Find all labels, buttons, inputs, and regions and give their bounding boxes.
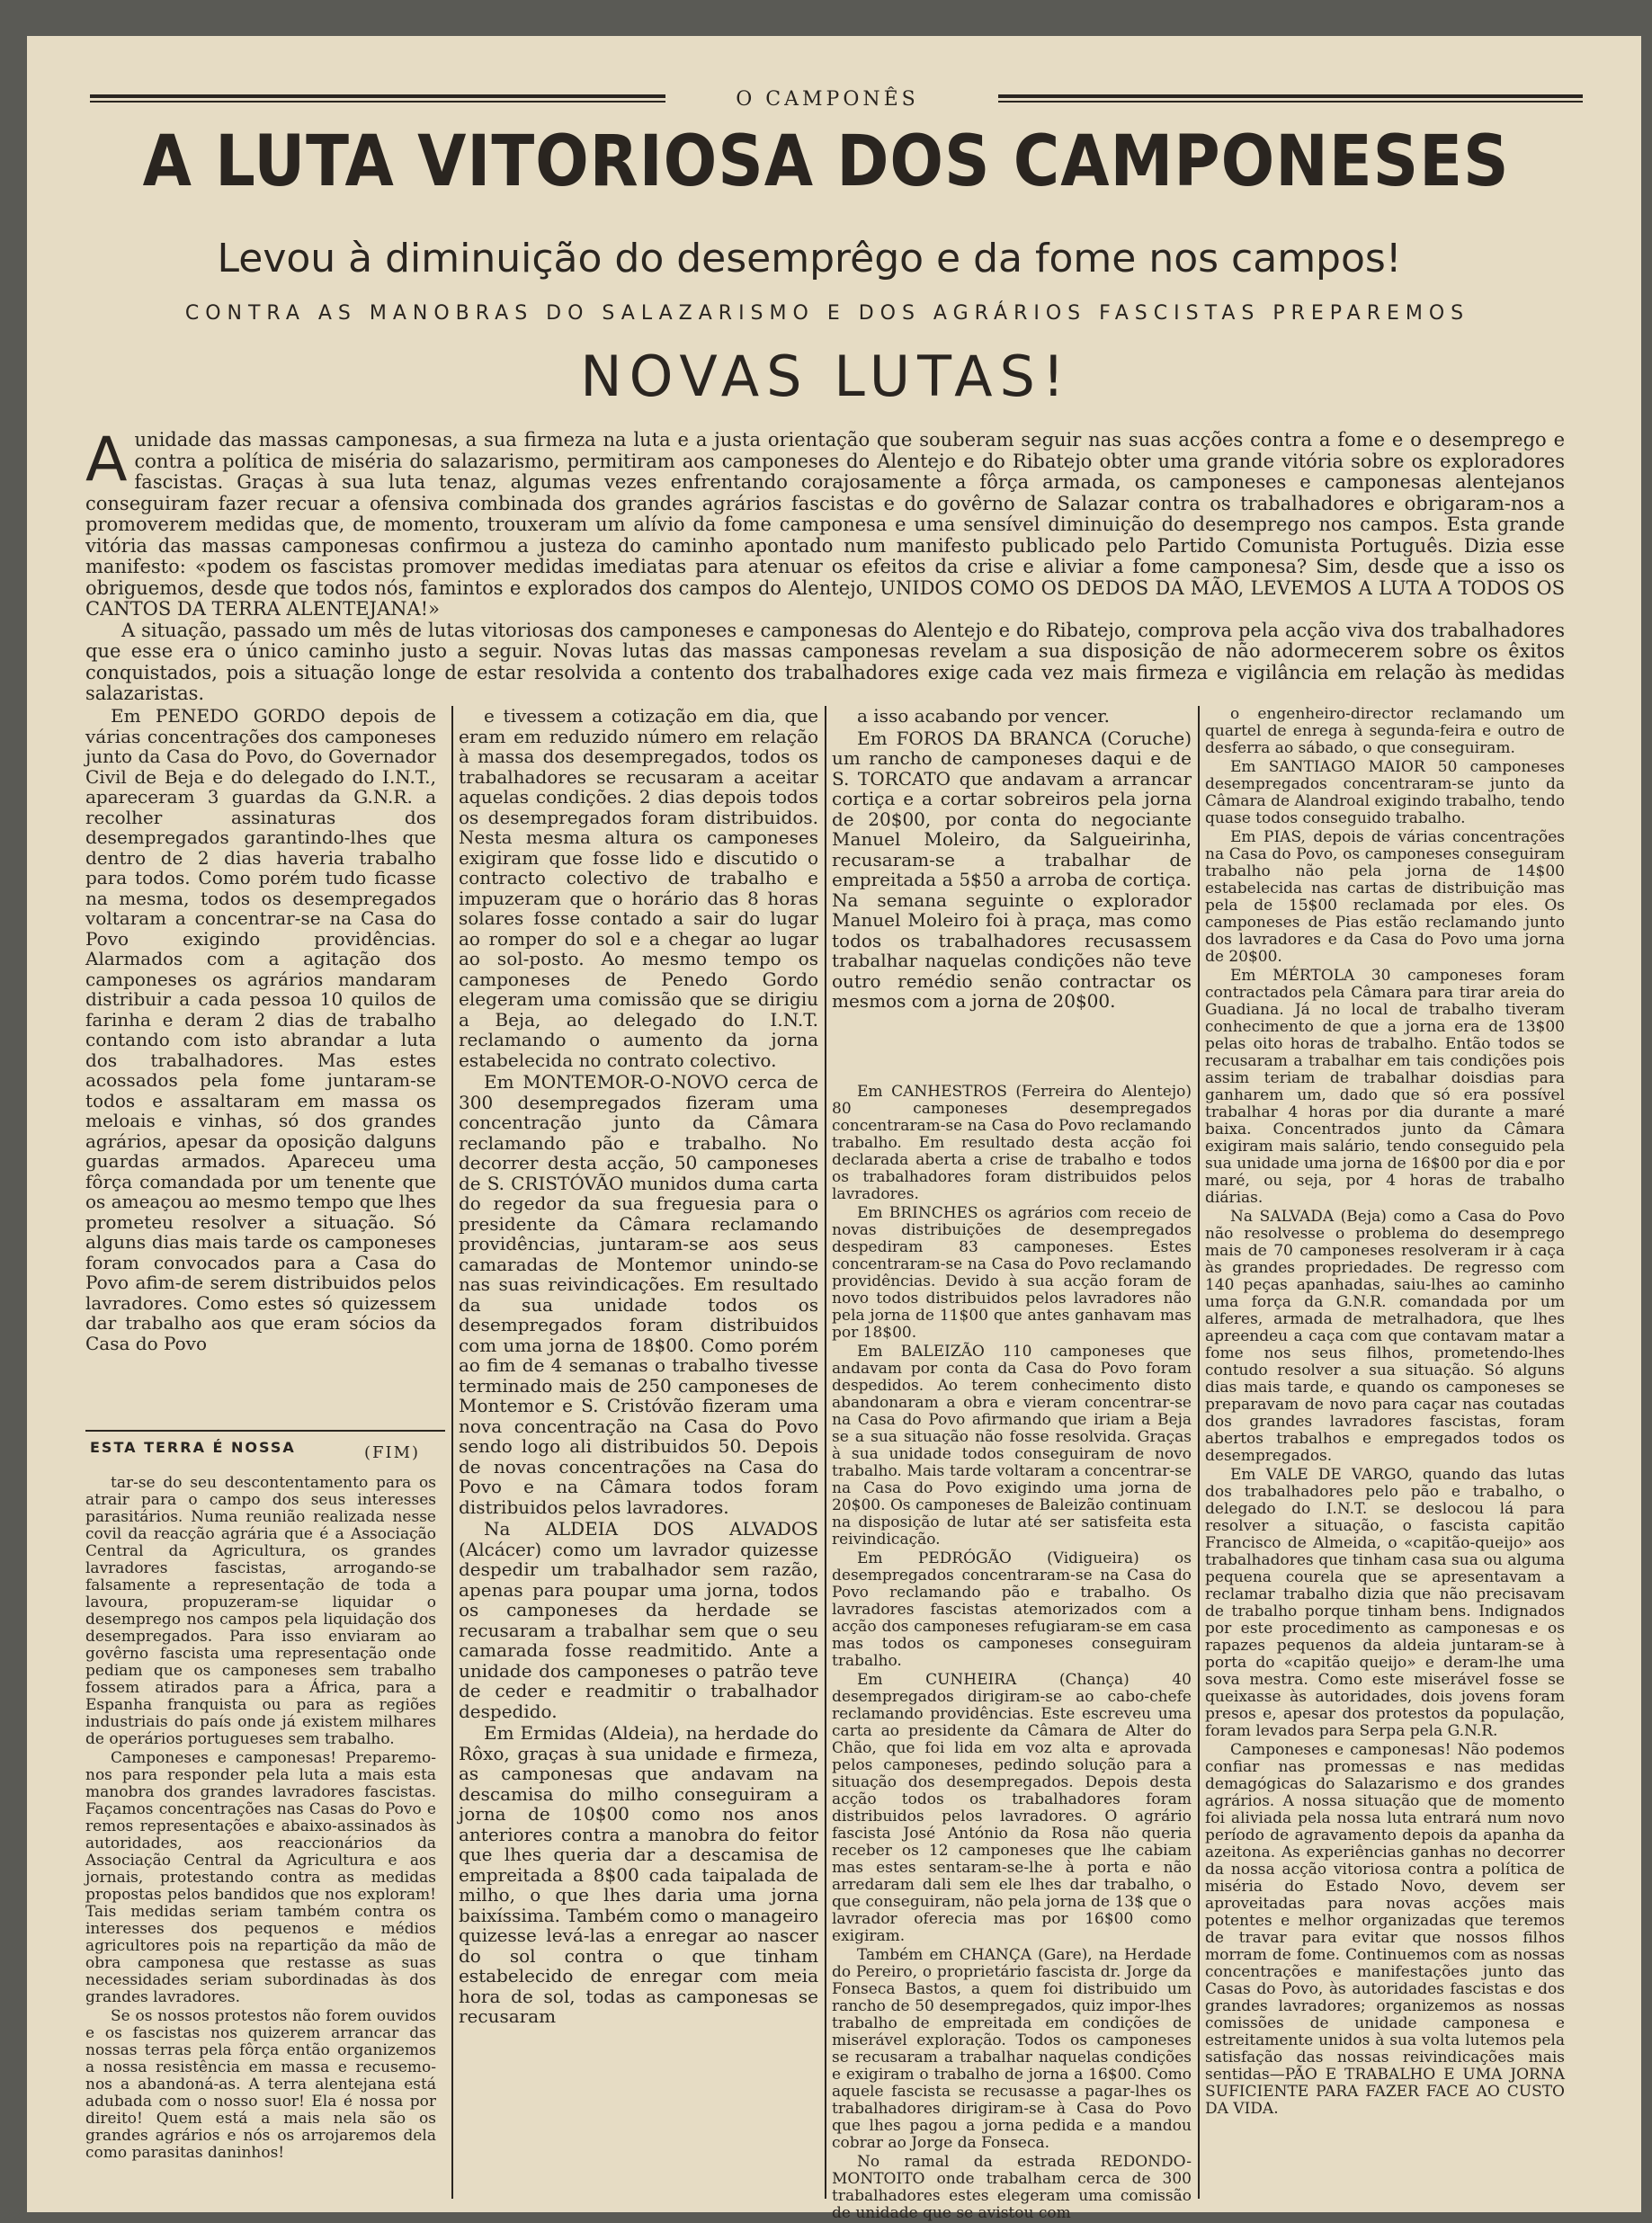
column-4 [1205, 706, 1565, 2199]
lead-paragraph-2: A situação, passado um mês de lutas vitoriosas dos camponeses e camponesas do Alentejo e do Ribatejo, comprova pela acção viva dos trabalhadores que esse era o único caminho justo a seguir. Novas lutas das massas camponesas revelam a sua disposição de não adormecerem sobre os êxitos conquistados, pois a situação longe de estar resolvida a contento dos trabalhadores exige cada vez mais firmeza e vigilância em relação às medidas salazaristas. [85, 619, 1565, 704]
col3b-paragraph-6: Também em CHANÇA (Gare), na Herdade do Pereiro, o proprietário fascista dr. Jorge da Fonseca Bastos, a quem foi distribuido um rancho de 50 desempregados, quiz impor-lhes trabalho de empreitada em condições de miserável exploração. Todos os camponeses se recusaram a trabalhar naquelas condições e exigiram o trabalho de jorna a 16$00. Como aquele fascista se recusasse a pagar-lhes os trabalhadores dirigiram-se à Casa do Povo que lhes pagou a jorna pedida e a mandou cobrar ao Jorge da Fonseca. [832, 1946, 1192, 2152]
box-article [85, 1475, 436, 2194]
box-rule [85, 1430, 445, 1432]
drop-cap: A [85, 424, 128, 495]
box-end: (FIM) [364, 1443, 421, 1462]
subheadline: Levou à diminuição do desemprêgo e da fome nos campos! [217, 236, 1402, 281]
lead-paragraph-1 [85, 424, 1565, 620]
col3b-paragraph-5: Em CUNHEIRA (Chança) 40 desempregados dirigiram-se ao cabo-chefe reclamando providências. Este escreveu uma carta ao presidente da Câmara de Alter do Chão, que foi lida em voz alta e aprovada pelos camponeses, pedindo solução para a situação dos desempregados. Depois desta acção todos os trabalhadores foram distribuidos pelos lavradores. O agrário fascista José António da Rosa não queria receber os 12 camponeses que lhe cabiam mas estes sentaram-se-lhe à porta e não arredaram dali sem ele lhes dar trabalho, o que conseguiram, não pela jorna de 13$ que o lavrador oferecia mas por 16$00 como exigiram. [832, 1671, 1192, 1945]
col3-paragraph-1: a isso acabando por vencer. [857, 705, 1110, 727]
newspaper-page [27, 36, 1641, 2222]
col4-paragraph-2: Em SANTIAGO MAIOR 50 camponeses desempregados concentraram-se junto da Câmara de Alandroal exigindo trabalho, tendo quase todos conseguido trabalho. [1205, 758, 1565, 827]
col3b-paragraph-1: Em CANHESTROS (Ferreira do Alentejo) 80 camponeses desempregados concentraram-se na Casa do Povo reclamando trabalho. Em resultado desta acção foi declarada aberta a crise de trabalho e todos os trabalhadores foram distribuidos pelos lavradores. [832, 1083, 1192, 1203]
col2-paragraph-1: e tivessem a cotização em dia, que eram em reduzido número em relação à massa dos desempregados, todos os trabalhadores se recusaram a aceitar aquelas condições. 2 dias depois todos os desempregados foram distribuidos. Nesta mesma altura os camponeses exigiram que fosse lido e discutido o contracto colectivo de trabalho e impuzeram que o horário das 8 horas solares fosse contado a sair do lugar ao romper do sol e a chegar ao lugar ao sol-posto. Ao mesmo tempo os camponeses de Penedo Gordo elegeram uma comissão que se dirigiu a Beja, ao delegado do I.N.T. reclamando o aumento da jorna estabelecida no contrato colectivo. [459, 705, 818, 1071]
box-title: ESTA TERRA É NOSSA [90, 1439, 296, 1456]
kicker: CONTRA AS MANOBRAS DO SALAZARISMO E DOS AGRÁRIOS FASCISTAS PREPAREMOS [184, 302, 1470, 325]
col3b-paragraph-7: No ramal da estrada REDONDO-MONTOITO onde trabalham cerca de 300 trabalhadores estes elegeram uma comissão de unidade que se avistou com [832, 2153, 1192, 2222]
column-2 [459, 706, 818, 2199]
column-3-top [832, 706, 1192, 1084]
col4-paragraph-4: Em MÉRTOLA 30 camponeses foram contractados pela Câmara para tirar areia do Guadiana. Já no local de trabalho tiveram conhecimento de que a jorna era de 13$00 pelas oito horas de trabalho. Então todos se recusaram a trabalhar em tais condições pois assim teriam de trabalhar doisdias para ganharem um, dado que só era possível trabalhar 4 horas por dia durante a maré baixa. Concentrados junto da Câmara exigiram mais salário, tendo conseguido pela sua unidade uma jorna de 16$00 por dia e por maré, ou seja, por 4 horas de trabalho diárias. [1205, 967, 1565, 1207]
col3b-paragraph-2: Em BRINCHES os agrários com receio de novas distribuições de desempregados despediram 83 camponeses. Estes concentraram-se na Casa do Povo reclamando providências. Devido à sua acção foram de novo todos distribuidos pelos lavradores não pela jorna de 11$00 que antes ganhavam mas por 18$00. [832, 1204, 1192, 1342]
col4-paragraph-5: Na SALVADA (Beja) como a Casa do Povo não resolvesse o problema do desemprego mais de 70 camponeses resolveram ir à caça às grandes propriedades. De regresso com 140 peças apanhadas, saiu-lhes ao caminho uma força da G.N.R. comandada por um alferes, armada de metralhadora, que lhes apreendeu a caça com que contavam matar a fome nos seus filhos, prometendo-lhes contudo resolver a sua situação. Só alguns dias mais tarde, e quando os camponeses se preparavam de novo para caçar nas coutadas dos grandes lavradores fascistas, foram abertos trabalhos e empregados todos os desempregados. [1205, 1208, 1565, 1465]
col4-paragraph-3: Em PIAS, depois de várias concentrações na Casa do Povo, os camponeses conseguiram trabalho não pela jorna de 14$00 estabelecida nas cartas de distribuição mas pela de 15$00 reclamada por eles. Os camponeses de Pias estão reclamando junto dos lavradores e da Casa do Povo uma jorna de 20$00. [1205, 828, 1565, 966]
col2-paragraph-3: Na ALDEIA DOS ALVADOS (Alcácer) como um lavrador quizesse despedir um trabalhador sem razão, apenas para poupar uma jorna, todos os camponeses da herdade se recusaram a trabalhar sem que o seu camarada fosse readmitido. Ante a unidade dos camponeses o patrão teve de ceder e readmitir o trabalhador despedido. [459, 1518, 818, 1722]
top-rule-left-thin [90, 101, 665, 103]
column-divider-1 [451, 706, 453, 2199]
column-divider-3 [1198, 706, 1200, 2199]
col3b-paragraph-3: Em BALEIZÃO 110 camponeses que andavam por conta da Casa do Povo foram despedidos. Ao terem conhecimento disto abandonaram a obra e vieram concentrar-se na Casa do Povo afirmando que iriam a Beja se a sua situação não fosse resolvida. Graças à sua unidade todos conseguiram de novo trabalho. Mais tarde voltaram a concentrar-se na Casa do Povo exigindo uma jorna de 20$00. Os camponeses de Baleizão continuam na disposição de lutar até ser satisfeita esta reivindicação. [832, 1343, 1192, 1549]
top-rule-right-thin [998, 101, 1583, 103]
col4-paragraph-1: o engenheiro-director reclamando um quartel de enrega à segunda-feira e outro de desferra ao sábado, o que conseguiram. [1205, 705, 1565, 757]
col3-paragraph-2: Em FOROS DA BRANCA (Coruche) um rancho de camponeses daqui e de S. TORCATO que andavam a arrancar cortiça e a cortar sobreiros pela jorna de 20$00, por conta do negociante Manuel Moleiro, da Salgueirinha, recusaram-se a trabalhar de empreitada a 5$50 a arroba de cortiça. Na semana seguinte o explorador Manuel Moleiro foi à praça, mas como todos os trabalhadores recusassem trabalhar naquelas condições não teve outro remédio senão contractar os mesmos com a jorna de 20$00. [832, 727, 1192, 1012]
box-paragraph-3: Se os nossos protestos não forem ouvidos e os fascistas nos quizerem arrancar das nossas terras pela fôrça então organizemos a nossa resistência em massa e recusemo-nos a abandoná-as. A terra alentejana está adubada com o nosso suor! Ela é nossa por direito! Quem está a mais nela são os grandes agrários e nós os arrojaremos dela como parasitas daninhos! [85, 2007, 436, 2162]
lead-article [85, 424, 1565, 705]
col3b-paragraph-4: Em PEDRÓGÃO (Vidigueira) os desempregados concentraram-se na Casa do Povo reclamando pão e trabalho. Os lavradores fascistas atemorizados com a acção dos camponeses refugiaram-se em casa mas todos os camponeses conseguiram trabalho. [832, 1549, 1192, 1670]
top-rule-left [90, 94, 665, 98]
headline: A LUTA VITORIOSA DOS CAMPONESES [142, 121, 1510, 202]
box-paragraph-1: tar-se do seu descontentamento para os atrair para o campo dos seus interesses parasitários. Numa reunião realizada nesse covil da reacção agrária que é a Associação Central da Agricultura, os grandes lavradores fascistas, arrogando-se falsamente a representação de toda a lavoura, propuzeram-se liquidar o desemprego nos campos pela liquidação dos desempregados. Para isso enviaram ao govêrno fascista uma representação onde pediam que os camponeses sem trabalho fossem atirados para a África, para a Espanha franquista ou para as regiões industriais do país onde já existem milhares de operários portugueses sem trabalho. [85, 1474, 436, 1748]
col1-paragraph: Em PENEDO GORDO depois de várias concentrações dos camponeses junto da Casa do Povo, do Governador Civil de Beja e do delegado do I.N.T., apareceram 3 guardas da G.N.R. a recolher assinaturas dos desempregados garantindo-lhes que dentro de 2 dias haveria trabalho para todos. Como porém tudo ficasse na mesma, todos os desempregados voltaram a concentrar-se na Casa do Povo exigindo providências. Alarmados com a agitação dos camponeses os agrários mandaram distribuir a cada pessoa 10 quilos de farinha e deram 2 dias de trabalho contando com isto abrandar a luta dos trabalhadores. Mas estes acossados pela fome juntaram-se todos e assaltaram em massa os meloais e vinhas, só dos grandes agrários, apesar da oposição dalguns guardas armados. Apareceu uma fôrça comandada por um tenente que os ameaçou ao mesmo tempo que lhes prometeu resolver a situação. Só alguns dias mais tarde os camponeses foram convocados para a Casa do Povo afim-de serem distribuidos pelos lavradores. Como estes só quizessem dar trabalho aos que eram sócios da Casa do Povo [85, 705, 436, 1354]
box-paragraph-2: Camponeses e camponesas! Preparemo-nos para responder pela luta a mais esta manobra dos grandes lavradores fascistas. Façamos concentrações nas Casas do Povo e remos representações e abaixo-assinados às autoridades, aos reaccionários da Associação Central da Agricultura e aos jornais, protestando contra as medidas propostas pelos bandidos que nos exploram! Tais medidas seriam também contra os interesses dos pequenos e médios agricultores pois na repartição da mão de obra camponesa que restasse as suas necessidades seriam subordinadas às dos grandes lavradores. [85, 1749, 436, 2006]
kicker-big: NOVAS LUTAS! [580, 344, 1072, 409]
col4-paragraph-6: Em VALE DE VARGO, quando das lutas dos trabalhadores pelo pão e trabalho, o delegado do I.N.T. se deslocou lá para resolver a situação, o fascista capitão Francisco de Almeida, o «capitão-queijo» aos trabalhadores que tinham casa sua ou alguma pequena courela que se apresentavam a reclamar trabalho dizia que não precisavam de trabalho porque tinham bens. Indignados por este procedimento as camponesas e os rapazes pequenos da aldeia juntaram-se à porta do «capitão queijo» e deram-lhe uma sova mestra. Como este miserável fosse se queixasse às autoridades, dois jovens foram presos e, apesar dos protestos da população, foram levados para Serpa pela G.N.R. [1205, 1466, 1565, 1740]
column-1 [85, 706, 436, 1425]
top-rule-right [998, 94, 1583, 98]
column-divider-2 [825, 706, 826, 2199]
col4-paragraph-7: Camponeses e camponesas! Não podemos confiar nas promessas e nas medidas demagógicas do Salazarismo e dos grandes agrários. A nossa situação que de momento foi aliviada pela nossa luta entrará num novo período de agravamento depois da apanha da azeitona. As experiências ganhas no decorrer da nossa acção vitoriosa contra a política de miséria do Estado Novo, devem ser aproveitadas para novas acções mais potentes e melhor organizadas que teremos de travar para evitar que nossos filhos morram de fome. Continuemos com as nossas concentrações e manifestações junto das Casas do Povo, às autoridades fascistas e dos grandes lavradores; organizemos as nossas comissões de unidade camponesa e estreitamente unidos à sua volta lutemos pela satisfação das nossas reivindicações mais sentidas—PÃO E TRABALHO E UMA JORNA SUFICIENTE PARA FAZER FACE AO CUSTO DA VIDA. [1205, 1741, 1565, 2118]
lead-paragraph-1-text: unidade das massas camponesas, a sua firmeza na luta e a justa orientação que souberam seguir nas suas acções contra a fome e o desemprego e contra a política de miséria do salazarismo, permitiram aos camponeses do Alentejo e do Ribatejo obter uma grande vitória sobre os exploradores fascistas. Graças à sua luta tenaz, algumas vezes enfrentando corajosamente a fôrça armada, os camponeses e camponesas alentejanos conseguiram fazer recuar a ofensiva combinada dos grandes agrários fascistas e do govêrno de Salazar contra os trabalhadores e obrigaram-nos a promoverem medidas que, de momento, trouxeram um alívio da fome camponesa e uma sensível diminuição do desemprego nos campos. Esta grande vitória das massas camponesas confirmou a justeza do caminho apontado num manifesto publicado pelo Partido Comunista Português. Dizia esse manifesto: «podem os fascistas promover medidas imediatas para atenuar os efeitos da crise e aliviar a fome camponesa? Sim, desde que a isso os obriguemos, desde que todos nós, famintos e explorados dos campos do Alentejo, UNIDOS COMO OS DEDOS DA MÃO, LEVEMOS A LUTA A TODOS OS CANTOS DA TERRA ALENTEJANA!» [85, 429, 1565, 620]
column-3-bottom [832, 1083, 1192, 2222]
running-head: O CAMPONÊS [736, 88, 919, 111]
col2-paragraph-2: Em MONTEMOR-O-NOVO cerca de 300 desempregados fizeram uma concentração junto da Câmara reclamando pão e trabalho. No decorrer desta acção, 50 camponeses de S. CRISTÓVÃO munidos duma carta do regedor da sua freguesia para o presidente da Câmara reclamando providências, juntaram-se aos seus camaradas de Montemor unindo-se nas suas reivindicações. Em resultado da sua unidade todos os desempregados foram distribuidos com uma jorna de 18$00. Como porém ao fim de 4 semanas o trabalho tivesse terminado mais de 250 camponeses de Montemor e S. Cristóvão fizeram uma nova concentração na Casa do Povo sendo logo ali distribuidos 50. Depois de novas concentrações na Casa do Povo e na Câmara todos foram distribuidos pelos lavradores. [459, 1071, 818, 1518]
col2-paragraph-4: Em Ermidas (Aldeia), na herdade do Rôxo, graças à sua unidade e firmeza, as camponesas que andavam na descamisa do milho conseguiram a jorna de 10$00 como nos anos anteriores contra a manobra do feitor que lhes queria dar a descamisa de empreitada a 8$00 cada taipalada de milho, o que lhes daria uma jorna baixíssima. Também como o manageiro quizesse levá-las a enregar ao nascer do sol contra o que tinham estabelecido de enregar com meia hora de sol, todas as camponesas se recusaram [459, 1722, 818, 2027]
